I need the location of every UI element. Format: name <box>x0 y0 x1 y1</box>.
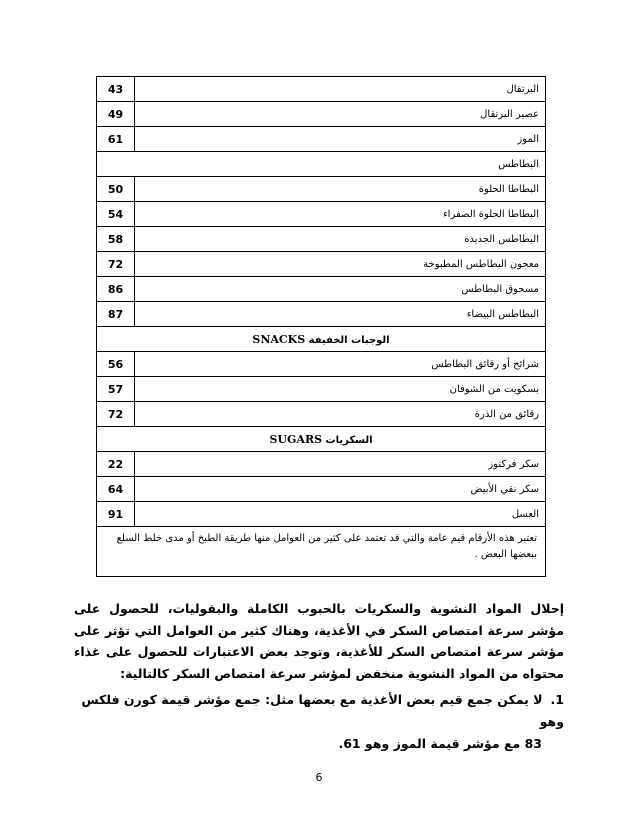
table-row <box>97 452 546 477</box>
food-name-cell: رقائق من الذرة <box>135 402 546 427</box>
table-row <box>97 377 546 402</box>
food-name-cell: سكر نقي الأبيض <box>135 477 546 502</box>
food-name-cell: الموز <box>135 127 546 152</box>
table-row <box>97 477 546 502</box>
gi-value-cell: 49 <box>97 102 135 127</box>
gi-value-cell: 86 <box>97 277 135 302</box>
gi-value-cell: 87 <box>97 302 135 327</box>
food-name-cell: بسكويت من الشوفان <box>135 377 546 402</box>
section-header-row <box>97 327 546 352</box>
list-item-line-1: لا يمكن جمع قيم بعض الأغذية مع بعضها مثل: جمع مؤشر قيمة كورن فلكس وهو <box>81 692 564 729</box>
table-row <box>97 302 546 327</box>
table-row <box>97 252 546 277</box>
gi-value-cell: 22 <box>97 452 135 477</box>
section-title-arabic: الوجبات الخفيفة <box>308 334 390 346</box>
table-row <box>97 502 546 527</box>
section-header-cell <box>97 427 546 452</box>
food-name-cell: عصير البرتقال <box>135 102 546 127</box>
table-row <box>97 402 546 427</box>
table-row <box>97 177 546 202</box>
list-item <box>74 689 564 755</box>
subsection-cell: البطاطس <box>97 152 546 177</box>
food-name-cell: البطاطس البيضاء <box>135 302 546 327</box>
gi-value-cell: 72 <box>97 402 135 427</box>
page-number: 6 <box>315 771 323 784</box>
food-name-cell: البطاطس الجديدة <box>135 227 546 252</box>
table-row <box>97 277 546 302</box>
gi-value-cell: 50 <box>97 177 135 202</box>
food-name-cell: معجون البطاطس المطبوخة <box>135 252 546 277</box>
food-name-cell: البطاطا الحلوة <box>135 177 546 202</box>
section-title-arabic: السكريات <box>325 434 373 446</box>
gi-value-cell: 54 <box>97 202 135 227</box>
section-title-english: SUGARS <box>269 432 323 446</box>
body-paragraph <box>74 598 564 684</box>
gi-value-cell: 61 <box>97 127 135 152</box>
food-name-cell: مسحوق البطاطس <box>135 277 546 302</box>
section-header-cell <box>97 327 546 352</box>
subsection-row <box>97 152 546 177</box>
food-name-cell: البطاطا الحلوة الصفراء <box>135 202 546 227</box>
food-name-cell: البرتقال <box>135 77 546 102</box>
table-note: تعتبر هذه الأرقام قيم عامة والتي قد تعتمد على كثير من العوامل منها طريقة الطبخ أو مدى خلط السلع ببعضها البعض . <box>97 527 546 577</box>
note-row <box>97 527 546 577</box>
glycemic-index-table <box>96 76 546 577</box>
food-name-cell: شرائح أو رقائق البطاطس <box>135 352 546 377</box>
table-row <box>97 77 546 102</box>
section-header-row <box>97 427 546 452</box>
table-row <box>97 202 546 227</box>
gi-value-cell: 43 <box>97 77 135 102</box>
list-item-number: 1. <box>550 692 564 707</box>
gi-value-cell: 56 <box>97 352 135 377</box>
section-title-english: SNACKS <box>252 332 306 346</box>
food-name-cell: سكر فركتوز <box>135 452 546 477</box>
gi-value-cell: 64 <box>97 477 135 502</box>
gi-value-cell: 72 <box>97 252 135 277</box>
list-item-line-2: 83 مع مؤشر قيمة الموز وهو 61. <box>338 736 542 751</box>
table-row <box>97 127 546 152</box>
table-row <box>97 102 546 127</box>
gi-value-cell: 57 <box>97 377 135 402</box>
gi-value-cell: 91 <box>97 502 135 527</box>
paragraph-text: إحلال المواد النشوية والسكريات بالحبوب الكاملة والبقوليات، للحصول على مؤشر سرعة امتصاص السكر في الأغذية، وهناك كثير من العوامل التي تؤثر على مؤشر سرعة امتصاص السكر للأغذية، وتوجد بعض الاعتبارات للحصول على غذاء محتواه من المواد النشوية منخفض لمؤشر سرعة امتصاص السكر كالتالية: <box>74 601 564 681</box>
food-name-cell: العسل <box>135 502 546 527</box>
table-row <box>97 227 546 252</box>
table-row <box>97 352 546 377</box>
gi-value-cell: 58 <box>97 227 135 252</box>
